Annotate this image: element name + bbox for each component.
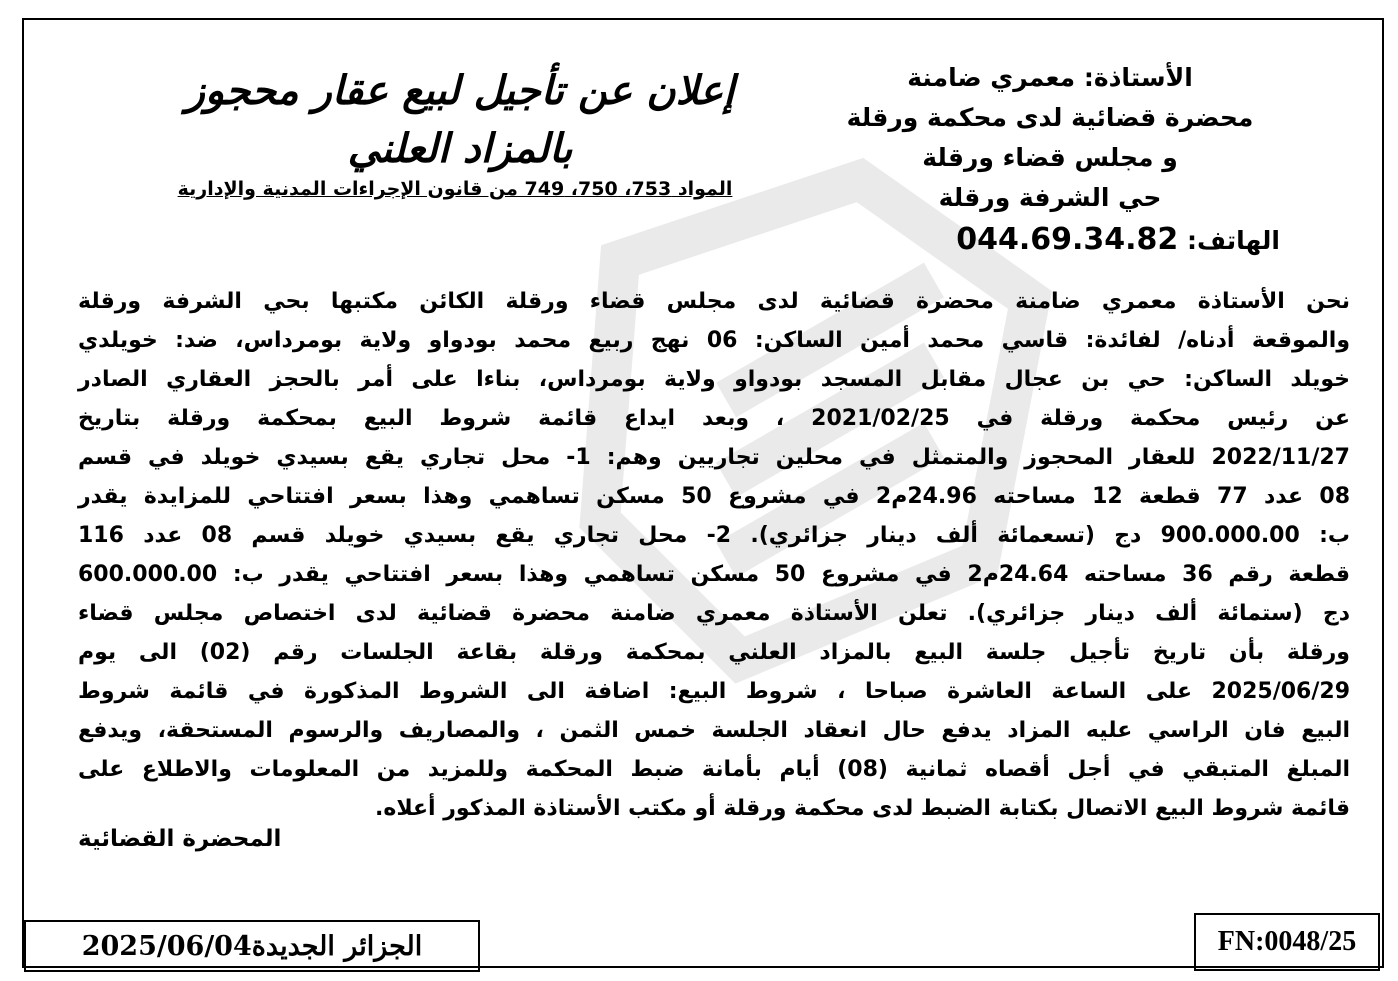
body-line: البيع فان الراسي عليه المزاد يدفع حال انعقاد الجلسة خمس الثمن ، والمصاريف والرسوم المستحقة، ويدفع xyxy=(78,718,1350,743)
phone-number: 044.69.34.82 xyxy=(956,222,1179,257)
newspaper-date-box xyxy=(24,920,480,972)
bailiff-office-block xyxy=(820,58,1280,261)
title-line-1: إعلان عن تأجيل لبيع عقار محجوز xyxy=(185,67,735,114)
body-line: نحن الأستاذة معمري ضامنة محضرة قضائية لدى مجلس قضاء ورقلة الكائن مكتبها بحي الشرفة ورقلة xyxy=(78,289,1350,314)
bailiff-role: محضرة قضائية لدى محكمة ورقلة xyxy=(846,103,1254,132)
body-line: قائمة شروط البيع الاتصال بكتابة الضبط لدى محكمة ورقلة أو مكتب الأستاذة المذكور أعلاه. xyxy=(374,796,1350,821)
bailiff-address: حي الشرفة ورقلة xyxy=(938,183,1162,212)
phone-label: الهاتف: xyxy=(1186,226,1280,255)
bailiff-council: و مجلس قضاء ورقلة xyxy=(922,143,1178,172)
body-line: دج (ستمائة ألف دينار جزائري). تعلن الأستاذة معمري ضامنة محضرة قضائية لدى اختصاص مجلس قضاء xyxy=(78,601,1350,626)
body-line: 2022/11/27 للعقار المحجوز والمتمثل في محلين تجاريين وهم: 1- محل تجاري يقع بسيدي خويلد في قسم xyxy=(78,445,1350,470)
bailiff-phone xyxy=(820,220,1280,261)
newspaper-date: الجزائر الجديدة2025/06/04 xyxy=(81,930,423,962)
title-line-2: بالمزاد العلني xyxy=(347,125,573,172)
body-line: قطعة رقم 36 مساحته 24.64م2 في مشروع 50 مسكن تساهمي وهذا بسعر افتتاحي يقدر ب: 600.000.00 xyxy=(78,562,1350,587)
body-line: ورقلة بأن تاريخ تأجيل جلسة البيع بالمزاد العلني بمحكمة ورقلة بقاعة الجلسات رقم (02) الى يوم xyxy=(78,640,1350,665)
bailiff-name: الأستاذة: معمري ضامنة xyxy=(907,63,1193,92)
ad-title xyxy=(110,62,810,178)
body-line: 08 عدد 77 قطعة 12 مساحته 24.96م2 في مشروع 50 مسكن تساهمي وهذا بسعر افتتاحي للمزايدة يقدر xyxy=(78,484,1351,509)
body-line: والموقعة أدناه/ لفائدة: قاسي محمد أمين الساكن: 06 نهج ربيع محمد بودواو ولاية بومرداس، ضد: خويلدي xyxy=(78,328,1351,353)
body-line: عن رئيس محكمة ورقلة في 2021/02/25 ، وبعد ايداع قائمة شروط البيع بمحكمة ورقلة بتاريخ xyxy=(78,406,1350,431)
fn-code-box xyxy=(1194,913,1380,971)
body-line: خويلد الساكن: حي بن عجال مقابل المسجد بودواو ولاية بومرداس، بناءا على أمر بالحجز العقاري الصادر xyxy=(78,367,1350,392)
ad-body xyxy=(78,282,1350,828)
signature: المحضرة القضائية xyxy=(78,826,282,852)
body-line: ب: 900.000.00 دج (تسعمائة ألف دينار جزائري). 2- محل تجاري يقع بسيدي خويلد قسم 08 عدد 116 xyxy=(78,523,1350,548)
fn-code: FN:0048/25 xyxy=(1217,926,1357,957)
body-line: 2025/06/29 على الساعة العاشرة صباحا ، شروط البيع: اضافة الى الشروط المذكورة في قائمة شروط xyxy=(78,679,1350,704)
legal-articles: المواد 753، 750، 749 من قانون الإجراءات المدنية والإدارية xyxy=(177,178,733,200)
body-line: المبلغ المتبقي في أجل أقصاه ثمانية (08) أيام بأمانة ضبط المحكمة وللمزيد من المعلومات والاطلاع على xyxy=(78,757,1350,782)
